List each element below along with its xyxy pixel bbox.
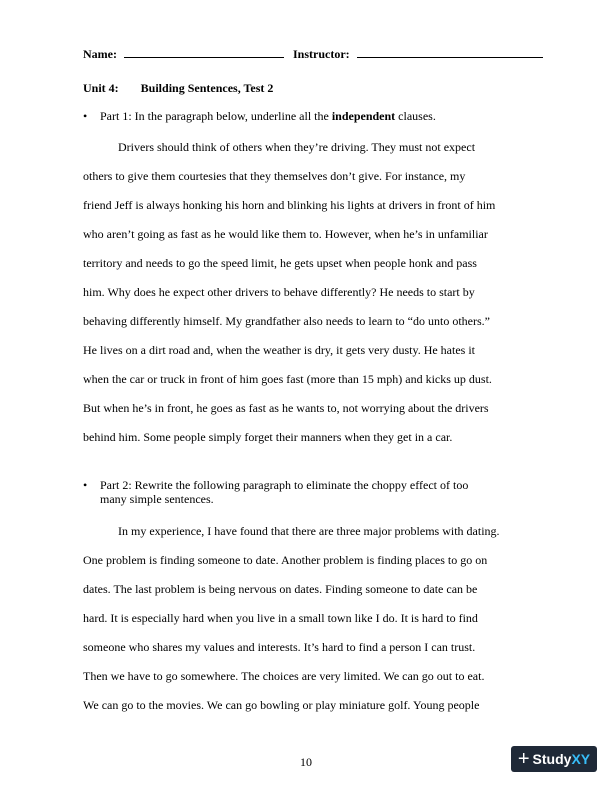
- paragraph-line: someone who shares my values and interests. It’s hard to find a person I can trust.: [83, 640, 476, 654]
- part2-instruction-line2: many simple sentences.: [100, 492, 214, 506]
- paragraph-line: hard. It is especially hard when you live in a small town like I do. It is hard to find: [83, 611, 478, 625]
- name-blank: [124, 46, 284, 58]
- part1-instruction-bold: independent: [331, 109, 396, 123]
- part2-instruction: [83, 478, 533, 506]
- paragraph-line: behaving differently himself. My grandfather also needs to learn to “do unto others.”: [83, 314, 490, 328]
- part1-instruction-end: clauses.: [395, 109, 436, 123]
- paragraph-line: But when he’s in front, he goes as fast as he wants to, not worrying about the drivers: [83, 401, 489, 415]
- paragraph-line: Then we have to go somewhere. The choices are very limited. We can go out to eat.: [83, 669, 485, 683]
- paragraph-line: He lives on a dirt road and, when the weather is dry, it gets very dusty. He hates it: [83, 343, 476, 357]
- plus-icon: +: [517, 748, 530, 770]
- unit-number: Unit 4:: [83, 81, 119, 95]
- watermark-brand-accent: XY: [571, 751, 591, 767]
- name-label: Name:: [83, 47, 117, 61]
- paragraph-line: others to give them courtesies that they themselves don’t give. For instance, my: [83, 169, 466, 183]
- part1-instruction: [83, 109, 533, 123]
- paragraph-line: We can go to the movies. We can go bowling or play miniature golf. Young people: [83, 698, 480, 712]
- part2-instruction-line1: Part 2: Rewrite the following paragraph to eliminate the choppy effect of too: [100, 478, 469, 492]
- paragraph-line: One problem is finding someone to date. Another problem is finding places to go on: [83, 553, 488, 567]
- paragraph-line: when the car or truck in front of him goes fast (more than 15 mph) and kicks up dust.: [83, 372, 492, 386]
- studyxy-watermark[interactable]: [511, 746, 597, 772]
- paragraph-line: dates. The last problem is being nervous on dates. Finding someone to date can be: [83, 582, 478, 596]
- paragraph-line: who aren’t going as fast as he would like them to. However, when he’s in unfamiliar: [83, 227, 488, 241]
- paragraph-line: Drivers should think of others when they’re driving. They must not expect: [118, 140, 476, 154]
- bullet-icon: •: [83, 109, 88, 123]
- paragraph-line: him. Why does he expect other drivers to behave differently? He needs to start by: [83, 285, 475, 299]
- part1-instruction-text: Part 1: In the paragraph below, underline all the: [100, 109, 332, 123]
- paragraph-line: In my experience, I have found that there are three major problems with dating.: [118, 524, 500, 538]
- paragraph-line: territory and needs to go the speed limit, he gets upset when people honk and pass: [83, 256, 477, 270]
- paragraph-line: behind him. Some people simply forget their manners when they get in a car.: [83, 430, 453, 444]
- name-instructor-line: [83, 46, 543, 62]
- instructor-blank: [357, 46, 543, 58]
- paragraph-line: friend Jeff is always honking his horn and blinking his lights at drivers in front of him: [83, 198, 496, 212]
- bullet-icon: •: [83, 478, 88, 492]
- watermark-brand: Study: [532, 751, 572, 767]
- instructor-label: Instructor:: [292, 47, 350, 61]
- unit-heading: [83, 81, 273, 96]
- page-number: 10: [300, 755, 312, 769]
- unit-title: Building Sentences, Test 2: [140, 81, 274, 95]
